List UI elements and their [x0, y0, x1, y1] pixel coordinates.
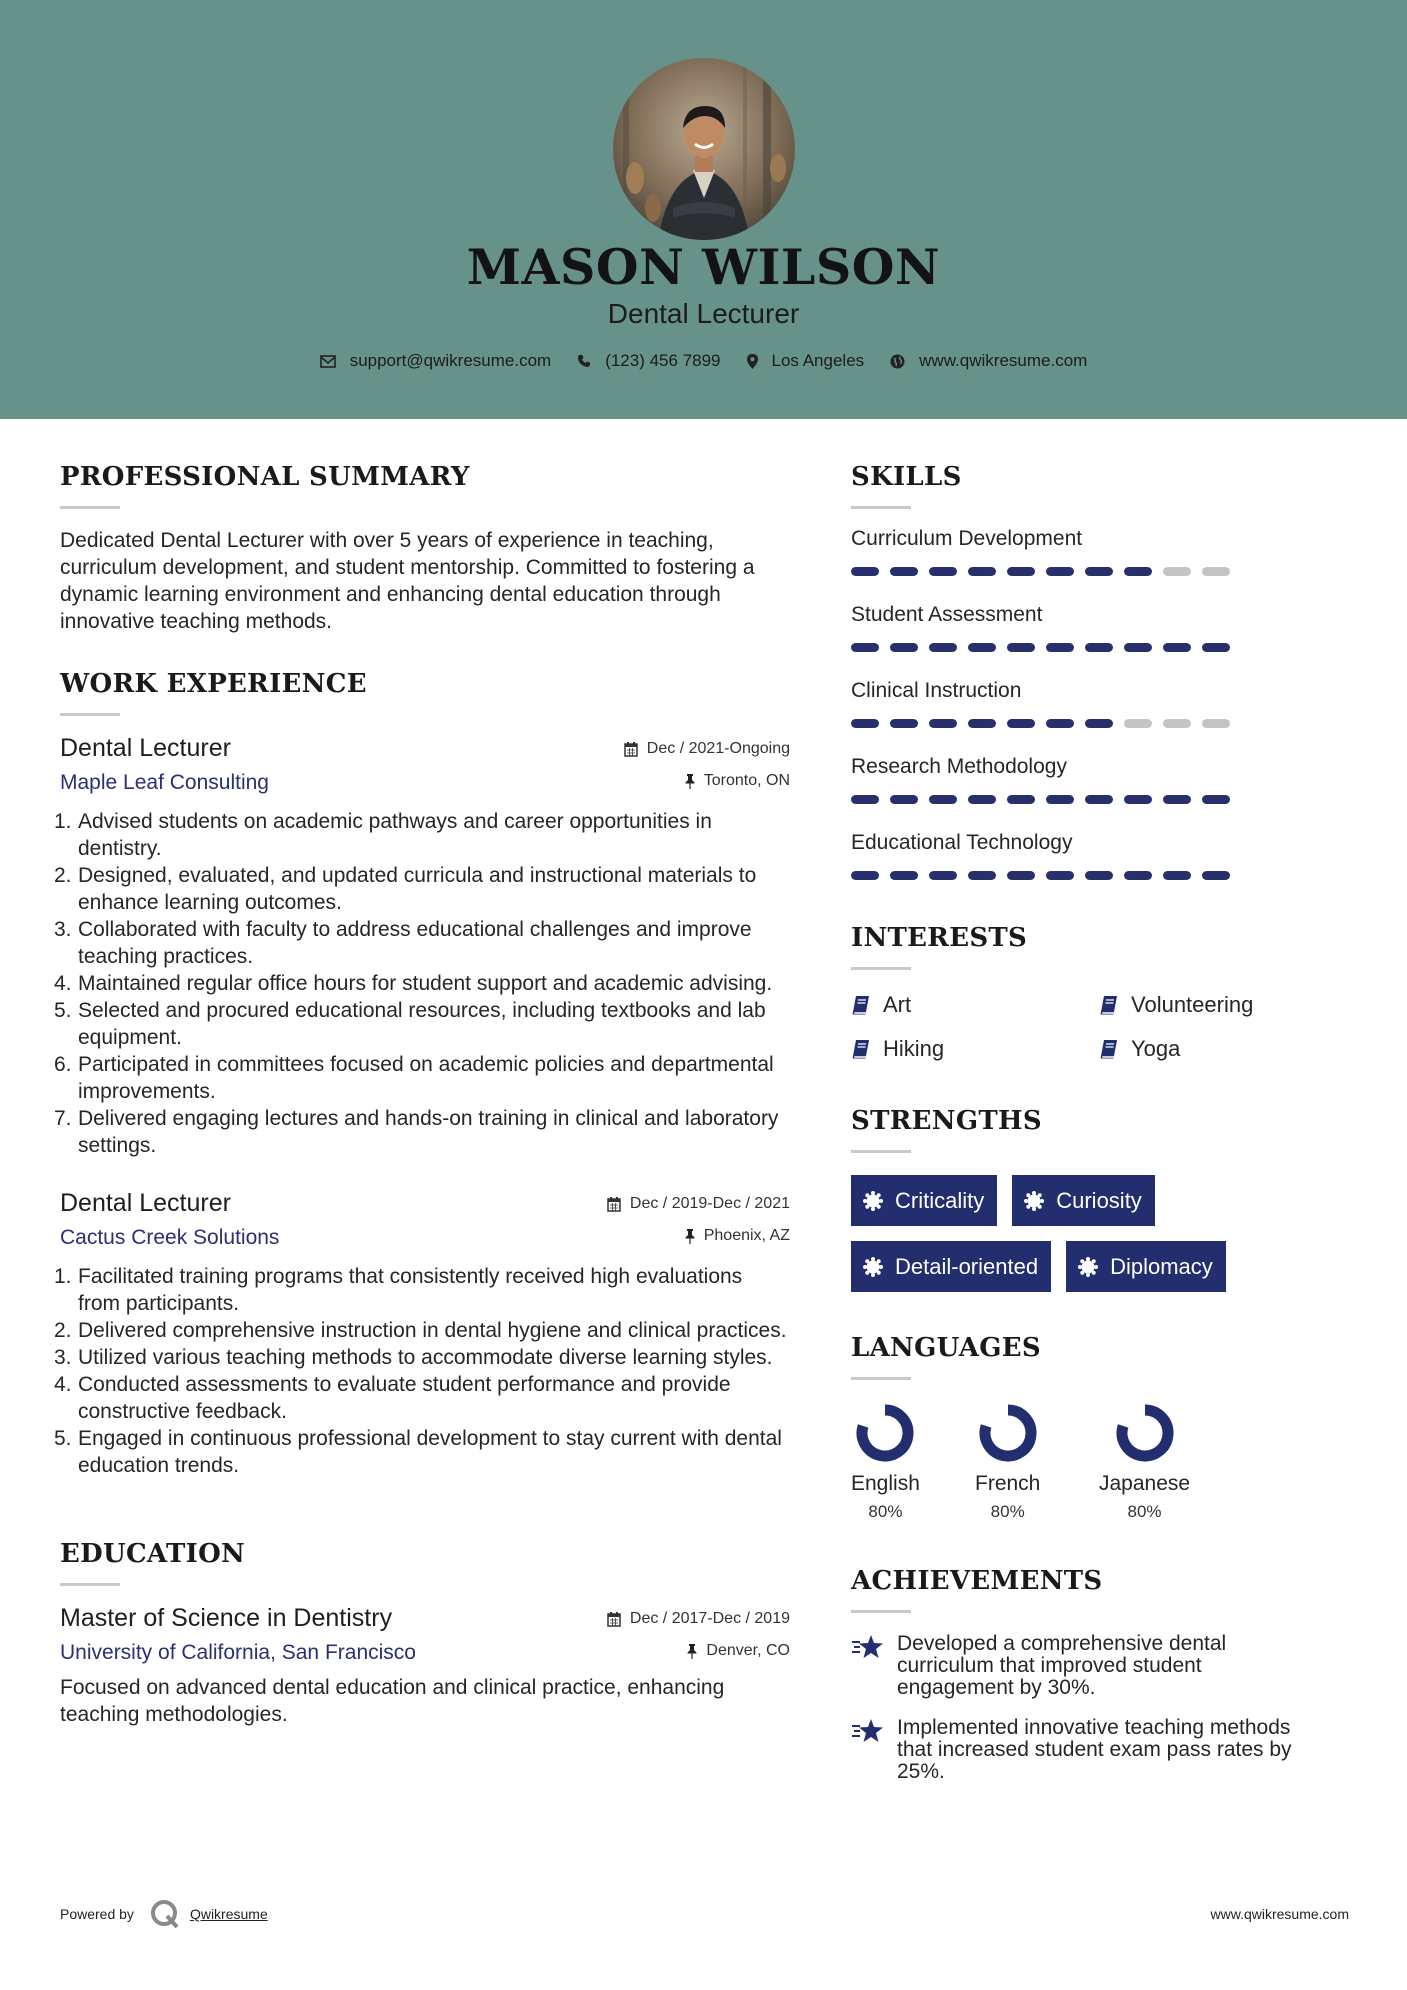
education-section — [60, 1539, 790, 1728]
skill-dot-filled — [1085, 719, 1113, 728]
duty-text: Facilitated training programs that consistently received high evaluations from participants. — [78, 1265, 743, 1315]
job-location — [685, 772, 790, 790]
interest-label: Yoga — [1131, 1036, 1181, 1061]
degree-title: Master of Science in Dentistry — [60, 1604, 393, 1632]
interest-item — [851, 992, 1099, 1018]
duty-item: 1. Facilitated training programs that consistently received high evaluations from participants. — [54, 1265, 743, 1315]
duty-item: 1. Advised students on academic pathways and career opportunities in dentistry. — [54, 810, 712, 860]
interest-item — [1099, 1036, 1299, 1062]
qwikresume-link[interactable]: Qwikresume — [189, 1906, 268, 1922]
language-percent: 80% — [990, 1502, 1025, 1521]
duty-text: Engaged in continuous professional development to stay current with dental education trends. — [78, 1427, 782, 1477]
star-icon — [851, 1633, 885, 1661]
strengths-list — [851, 1175, 1301, 1307]
achievement-text: Implemented innovative teaching methods that increased student exam pass rates by 25%. — [897, 1716, 1292, 1783]
skill-item — [851, 603, 1351, 679]
job-date — [624, 740, 790, 758]
duty-item: 2. Designed, evaluated, and updated curricula and instructional materials to enhance learning outcomes. — [54, 864, 757, 914]
location-text: Los Angeles — [771, 351, 865, 370]
interests-section — [851, 923, 1351, 1062]
section-divider — [60, 1583, 120, 1586]
contact-bar — [0, 351, 1407, 371]
skill-dot-filled — [929, 719, 957, 728]
languages-heading: LANGUAGES — [851, 1333, 1041, 1363]
job-company: Maple Leaf Consulting — [60, 771, 269, 794]
skill-dot-empty — [1124, 719, 1152, 728]
book-icon — [851, 995, 871, 1015]
map-pin-icon — [747, 354, 758, 369]
job-date-text: Dec / 2019-Dec / 2021 — [629, 1195, 790, 1212]
email-text: support@qwikresume.com — [349, 351, 552, 370]
language-progress-ring — [854, 1402, 916, 1464]
job-location-text: Phoenix, AZ — [703, 1227, 790, 1244]
calendar-icon — [607, 1612, 621, 1627]
skill-dot-filled — [1046, 567, 1074, 576]
skill-dot-filled — [1124, 567, 1152, 576]
duty-list — [54, 808, 790, 1159]
website-text: www.qwikresume.com — [919, 351, 1088, 370]
footer-powered-by — [60, 1897, 268, 1931]
skill-dot-filled — [1085, 795, 1113, 804]
languages-section — [851, 1333, 1351, 1522]
pushpin-icon — [685, 774, 695, 789]
phone-icon — [577, 354, 591, 368]
skill-dot-filled — [1007, 567, 1035, 576]
skill-dot-filled — [851, 719, 879, 728]
skill-dot-filled — [890, 567, 918, 576]
skill-dot-filled — [890, 643, 918, 652]
skill-dot-filled — [1046, 643, 1074, 652]
language-progress-arc — [1122, 1410, 1168, 1456]
section-divider — [851, 506, 911, 509]
language-item — [1099, 1402, 1223, 1522]
skill-dot-filled — [890, 795, 918, 804]
skill-dot-empty — [1163, 719, 1191, 728]
skill-level-bar — [851, 567, 1351, 603]
powered-by-text: Powered by — [60, 1906, 134, 1922]
contact-location — [747, 351, 865, 371]
calendar-icon — [607, 1197, 621, 1212]
education-entry — [60, 1604, 790, 1728]
strengths-heading: STRENGTHS — [851, 1106, 1042, 1136]
duty-text: Conducted assessments to evaluate student performance and provide constructive feedback. — [78, 1373, 731, 1423]
skill-dot-filled — [851, 643, 879, 652]
interest-label: Art — [883, 992, 912, 1017]
languages-list — [851, 1402, 1351, 1522]
skill-dot-empty — [1163, 567, 1191, 576]
skill-level-bar — [851, 795, 1351, 831]
education-description: Focused on advanced dental education and clinical practice, enhancing teaching methodologies. — [60, 1676, 725, 1726]
interests-grid — [851, 992, 1351, 1062]
badge-icon — [863, 1257, 883, 1277]
language-percent: 80% — [1127, 1502, 1162, 1521]
strength-label: Criticality — [895, 1187, 985, 1213]
skill-dot-filled — [1163, 643, 1191, 652]
right-column — [851, 462, 1351, 1783]
strength-badge — [851, 1241, 1051, 1292]
skill-dot-filled — [851, 567, 879, 576]
summary-heading: PROFESSIONAL SUMMARY — [60, 462, 470, 492]
skill-dot-filled — [1202, 795, 1230, 804]
skill-dot-filled — [929, 795, 957, 804]
duty-item: 3. Collaborated with faculty to address educational challenges and improve teaching practices. — [54, 918, 752, 968]
section-divider — [60, 506, 120, 509]
skill-dot-filled — [968, 719, 996, 728]
globe-icon — [890, 354, 905, 369]
skill-dot-filled — [1007, 643, 1035, 652]
pushpin-icon — [685, 1229, 695, 1244]
skill-dot-filled — [1085, 567, 1113, 576]
skill-level-bar — [851, 719, 1351, 755]
skill-dot-filled — [1085, 871, 1113, 880]
school-name: University of California, San Francisco — [60, 1641, 416, 1664]
duty-text: Maintained regular office hours for student support and academic advising. — [78, 972, 773, 995]
skill-name: Educational Technology — [851, 831, 1073, 854]
envelope-icon — [320, 355, 336, 368]
skill-dot-filled — [1202, 871, 1230, 880]
job-entry — [54, 734, 790, 1159]
job-company: Cactus Creek Solutions — [60, 1226, 280, 1249]
strength-label: Detail-oriented — [895, 1253, 1039, 1279]
language-item — [975, 1402, 1099, 1522]
duty-text: Utilized various teaching methods to accommodate diverse learning styles. — [78, 1346, 773, 1369]
contact-email[interactable] — [320, 351, 552, 371]
strength-badge — [1012, 1175, 1155, 1226]
skill-dot-empty — [1202, 719, 1230, 728]
skill-dot-filled — [1046, 719, 1074, 728]
duty-text: Designed, evaluated, and updated curricula and instructional materials to enhance learning outcomes. — [78, 864, 757, 914]
skill-dot-filled — [1007, 871, 1035, 880]
achievement-item — [851, 1717, 1351, 1783]
job-location-text: Toronto, ON — [703, 772, 790, 789]
job-entry — [54, 1189, 790, 1479]
badge-icon — [1024, 1191, 1044, 1211]
interests-heading: INTERESTS — [851, 923, 1028, 953]
footer-website[interactable]: www.qwikresume.com — [1210, 1906, 1349, 1922]
skill-level-bar — [851, 871, 1351, 907]
skill-dot-filled — [968, 795, 996, 804]
skill-dot-filled — [929, 643, 957, 652]
skill-dot-filled — [851, 871, 879, 880]
skill-item — [851, 755, 1351, 831]
calendar-icon — [624, 742, 638, 757]
skill-dot-filled — [929, 567, 957, 576]
resume-header — [0, 0, 1407, 419]
star-icon — [851, 1717, 885, 1745]
education-location-text: Denver, CO — [706, 1642, 790, 1659]
duty-text: Delivered comprehensive instruction in dental hygiene and clinical practices. — [78, 1319, 787, 1342]
duty-text: Collaborated with faculty to address educational challenges and improve teaching practices. — [78, 918, 752, 968]
skill-dot-filled — [1163, 871, 1191, 880]
skill-dot-filled — [1124, 795, 1152, 804]
skill-level-bar — [851, 643, 1351, 679]
education-date-text: Dec / 2017-Dec / 2019 — [629, 1610, 790, 1627]
skill-dot-filled — [1124, 871, 1152, 880]
qwikresume-logo-icon — [148, 1897, 182, 1931]
skill-dot-filled — [1046, 795, 1074, 804]
section-divider — [60, 713, 120, 716]
duty-text: Delivered engaging lectures and hands-on training in clinical and laboratory settings. — [78, 1107, 779, 1157]
skill-name: Clinical Instruction — [851, 679, 1022, 702]
candidate-name: MASON WILSON — [466, 238, 941, 296]
job-title: Dental Lecturer — [607, 298, 800, 329]
skill-dot-filled — [890, 719, 918, 728]
badge-icon — [863, 1191, 883, 1211]
strength-badge — [1066, 1241, 1226, 1292]
language-progress-arc — [985, 1410, 1031, 1456]
skill-item — [851, 679, 1351, 755]
job-date-text: Dec / 2021-Ongoing — [646, 740, 790, 757]
job-location — [685, 1227, 790, 1245]
strength-label: Curiosity — [1056, 1187, 1142, 1213]
work-experience-section — [54, 669, 790, 1479]
skill-dot-filled — [851, 795, 879, 804]
duty-text: Advised students on academic pathways and career opportunities in dentistry. — [78, 810, 712, 860]
pushpin-icon — [687, 1644, 697, 1659]
duty-item: 2. Delivered comprehensive instruction in dental hygiene and clinical practices. — [54, 1319, 787, 1342]
book-icon — [851, 1039, 871, 1059]
interest-item — [1099, 992, 1299, 1018]
summary-text: Dedicated Dental Lecturer with over 5 years of experience in teaching, curriculum development, and student mentorship. Committed to fostering a dynamic learning environment and enhancing dental education through innovative teaching methods. — [60, 529, 755, 633]
book-icon — [1099, 995, 1119, 1015]
skill-dot-filled — [1007, 795, 1035, 804]
skill-name: Research Methodology — [851, 755, 1067, 778]
skill-dot-filled — [1202, 643, 1230, 652]
language-percent: 80% — [868, 1502, 903, 1521]
skill-dot-filled — [1163, 795, 1191, 804]
skills-heading: SKILLS — [851, 462, 962, 492]
job-date — [607, 1195, 790, 1213]
strengths-section — [851, 1106, 1351, 1307]
job-position: Dental Lecturer — [60, 1189, 231, 1217]
phone-text: (123) 456 7899 — [605, 351, 721, 370]
skill-dot-filled — [1085, 643, 1113, 652]
achievements-section — [851, 1566, 1351, 1783]
interest-label: Volunteering — [1131, 992, 1254, 1017]
language-name: Japanese — [1099, 1472, 1191, 1495]
duty-item: 6. Participated in committees focused on academic policies and departmental improvements. — [54, 1053, 774, 1103]
language-progress-ring — [977, 1402, 1039, 1464]
job-position: Dental Lecturer — [60, 734, 231, 762]
book-icon — [1099, 1039, 1119, 1059]
left-column — [54, 462, 790, 1728]
skills-list — [851, 527, 1351, 907]
skill-name: Curriculum Development — [851, 527, 1083, 550]
language-progress-ring — [1114, 1402, 1176, 1464]
section-divider — [851, 967, 911, 970]
contact-website[interactable] — [890, 351, 1087, 371]
achievement-item — [851, 1633, 1351, 1699]
duty-item: 3. Utilized various teaching methods to accommodate diverse learning styles. — [54, 1346, 773, 1369]
skill-name: Student Assessment — [851, 603, 1043, 626]
achievement-text: Developed a comprehensive dental curriculum that improved student engagement by 30%. — [897, 1632, 1227, 1699]
duty-item: 5. Engaged in continuous professional development to stay current with dental education trends. — [54, 1427, 782, 1477]
skill-dot-filled — [968, 871, 996, 880]
duty-text: Participated in committees focused on academic policies and departmental improvements. — [78, 1053, 774, 1103]
skill-dot-filled — [1007, 719, 1035, 728]
duty-item: 4. Conducted assessments to evaluate student performance and provide constructive feedback. — [54, 1373, 731, 1423]
skill-item — [851, 527, 1351, 603]
education-heading: EDUCATION — [60, 1539, 246, 1569]
skill-dot-filled — [968, 643, 996, 652]
experience-heading: WORK EXPERIENCE — [60, 669, 367, 699]
duty-text: Selected and procured educational resources, including textbooks and lab equipment. — [78, 999, 766, 1049]
skill-dot-filled — [968, 567, 996, 576]
professional-summary-section — [60, 462, 790, 635]
skill-dot-filled — [890, 871, 918, 880]
education-date — [607, 1610, 790, 1628]
achievements-heading: ACHIEVEMENTS — [851, 1566, 1103, 1596]
skill-dot-filled — [929, 871, 957, 880]
section-divider — [851, 1150, 911, 1153]
duty-item: 4. Maintained regular office hours for student support and academic advising. — [54, 972, 773, 995]
section-divider — [851, 1610, 911, 1613]
duty-item: 7. Delivered engaging lectures and hands-on training in clinical and laboratory settings. — [54, 1107, 779, 1157]
skill-item — [851, 831, 1351, 907]
strength-badge — [851, 1175, 997, 1226]
skill-dot-filled — [1046, 871, 1074, 880]
contact-phone[interactable] — [577, 351, 720, 371]
language-name: French — [975, 1472, 1041, 1495]
profile-photo — [613, 58, 795, 240]
duty-list — [54, 1263, 790, 1479]
skill-dot-filled — [1124, 643, 1152, 652]
strength-label: Diplomacy — [1110, 1253, 1213, 1279]
skills-section — [851, 462, 1351, 907]
language-name: English — [851, 1472, 920, 1495]
duty-item: 5. Selected and procured educational resources, including textbooks and lab equipment. — [54, 999, 766, 1049]
skill-dot-empty — [1202, 567, 1230, 576]
badge-icon — [1078, 1257, 1098, 1277]
education-location — [687, 1642, 790, 1660]
interest-item — [851, 1036, 1099, 1062]
language-item — [851, 1402, 975, 1522]
interest-label: Hiking — [883, 1036, 945, 1061]
language-progress-arc — [862, 1410, 908, 1456]
section-divider — [851, 1377, 911, 1380]
